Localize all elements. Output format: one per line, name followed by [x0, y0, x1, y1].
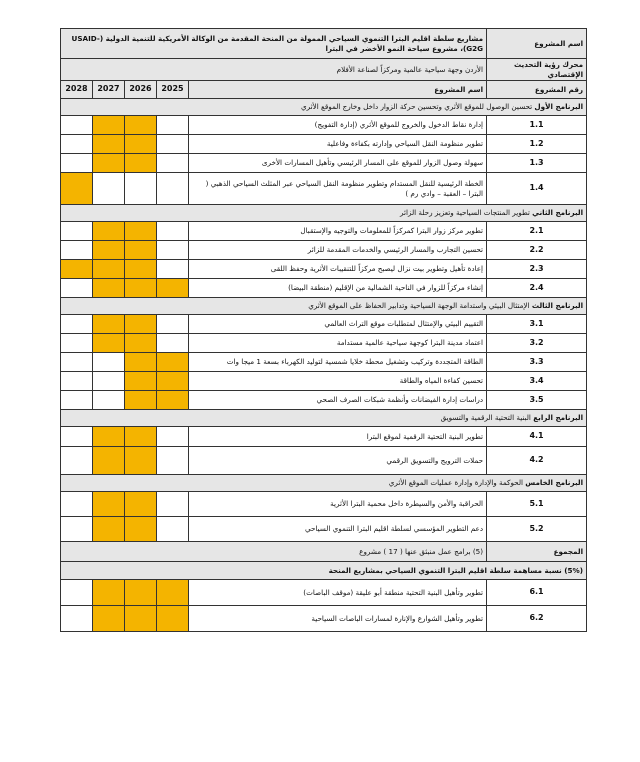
- project-row-1.2: [61, 135, 587, 154]
- project-name: إدارة نقاط الدخول والخروج للموقع الأثري (إدارة التفويج): [189, 116, 487, 135]
- project-row-2.1: [61, 222, 587, 241]
- year-cell-2027-active: [93, 154, 125, 173]
- year-cell-2028-empty: [61, 372, 93, 391]
- project-name: الطاقة المتجددة وتركيب وتشغيل محطة خلايا شمسية لتوليد الكهرباء بسعة 1 ميجا وات: [189, 353, 487, 372]
- project-row-2.4: [61, 279, 587, 298]
- year-cell-2026-active: [125, 580, 157, 606]
- program-label: البرنامج الثاني: [532, 208, 584, 218]
- year-cell-2025-active: [157, 580, 189, 606]
- year-cell-2027-active: [93, 116, 125, 135]
- year-cell-2028-empty: [61, 580, 93, 606]
- year-cell-2025-empty: [157, 154, 189, 173]
- year-header-2026: 2026: [125, 81, 157, 99]
- project-number: 5.2: [487, 517, 587, 542]
- column-header-row: [61, 81, 587, 99]
- project-number: 1.3: [487, 154, 587, 173]
- year-cell-2028-empty: [61, 279, 93, 298]
- project-plan-table: [60, 28, 587, 632]
- year-cell-2028-empty: [61, 241, 93, 260]
- year-cell-2027-empty: [93, 353, 125, 372]
- project-name-column-header: اسم المشروع: [189, 81, 487, 99]
- year-cell-2026-active: [125, 260, 157, 279]
- year-cell-2025-active: [157, 372, 189, 391]
- year-cell-2027-active: [93, 241, 125, 260]
- project-name: تطوير وتأهيل البنية التحتية منطقة أبو عليقة (موقف الباصات): [189, 580, 487, 606]
- header-project-row: [61, 29, 587, 59]
- year-cell-2027-empty: [93, 372, 125, 391]
- project-number-column-header: رقم المشروع: [487, 81, 587, 99]
- total-text: (5) برامج عمل منبثق عنها ( 17 ) مشروع: [61, 542, 487, 562]
- year-cell-2026-active: [125, 353, 157, 372]
- project-name: دعم التطوير المؤسسي لسلطة اقليم البترا التنموي السياحي: [189, 517, 487, 542]
- project-row-3.4: [61, 372, 587, 391]
- year-cell-2028-empty: [61, 353, 93, 372]
- year-cell-2026-active: [125, 279, 157, 298]
- year-cell-2027-active: [93, 580, 125, 606]
- project-title-text: مشاريع سلطة اقليم البترا التنموي السياحي الممولة من المنحة المقدمة من الوكالة الأمريكية للتنمية الدولية (USAID- G2G)، مشروع سياحة النمو الأخضر في البترا: [61, 29, 487, 59]
- program-label: البرنامج الخامس: [525, 478, 584, 488]
- total-row: [61, 542, 587, 562]
- program-row-1: [61, 99, 587, 116]
- project-number: 6.2: [487, 606, 587, 632]
- year-cell-2028-empty: [61, 315, 93, 334]
- year-cell-2026-empty: [125, 173, 157, 205]
- project-row-4.2: [61, 447, 587, 475]
- project-name: الحراقبة والأمن والسيطرة داخل محمية البترا الأثرية: [189, 492, 487, 517]
- year-cell-2028-empty: [61, 334, 93, 353]
- project-name: حملات الترويج والتسويق الرقمي: [189, 447, 487, 475]
- project-row-1.1: [61, 116, 587, 135]
- project-row-3.1: [61, 315, 587, 334]
- project-row-3.2: [61, 334, 587, 353]
- year-cell-2028-empty: [61, 492, 93, 517]
- year-cell-2026-active: [125, 391, 157, 410]
- year-cell-2028-empty: [61, 154, 93, 173]
- project-name: اعتماد مدينة البترا كوجهة سياحية عالمية مستدامة: [189, 334, 487, 353]
- year-cell-2025-empty: [157, 334, 189, 353]
- year-cell-2025-empty: [157, 260, 189, 279]
- year-cell-2027-active: [93, 427, 125, 447]
- project-row-6.1: [61, 580, 587, 606]
- year-cell-2025-active: [157, 279, 189, 298]
- project-name: تطوير منظومة النقل السياحي وإدارته بكفاءة وفاعلية: [189, 135, 487, 154]
- project-number: 1.4: [487, 173, 587, 205]
- program-heading: [61, 475, 587, 492]
- year-cell-2027-active: [93, 135, 125, 154]
- project-row-1.3: [61, 154, 587, 173]
- year-header-2027: 2027: [93, 81, 125, 99]
- year-cell-2025-empty: [157, 222, 189, 241]
- project-number: 3.2: [487, 334, 587, 353]
- year-cell-2028-empty: [61, 447, 93, 475]
- program-title: تحسين الوصول للموقع الأثري وتحسين حركة الزوار داخل وخارج الموقع الأثري: [301, 102, 533, 112]
- program-title: الإمتثال البيئي واستدامة الوجهة السياحية وتدابير الحفاظ على الموقع الأثري: [308, 301, 530, 311]
- project-plan-document: [60, 28, 586, 632]
- program-title: الحوكمة والإدارة وإدارة عمليات الموقع الأثري: [388, 478, 523, 488]
- pillar-text: الأردن وجهة سياحية عالمية ومركزاً لصناعة الأفلام: [61, 59, 487, 81]
- year-cell-2025-active: [157, 391, 189, 410]
- year-cell-2025-empty: [157, 447, 189, 475]
- year-cell-2025-empty: [157, 492, 189, 517]
- project-row-3.5: [61, 391, 587, 410]
- project-number: 5.1: [487, 492, 587, 517]
- project-number: 6.1: [487, 580, 587, 606]
- year-cell-2027-active: [93, 279, 125, 298]
- project-row-5.1: [61, 492, 587, 517]
- year-cell-2026-active: [125, 315, 157, 334]
- year-cell-2025-active: [157, 606, 189, 632]
- project-row-4.1: [61, 427, 587, 447]
- year-cell-2028-empty: [61, 222, 93, 241]
- pillar-label: محرك رؤية التحديث الإقتصادي: [487, 59, 587, 81]
- project-number: 3.1: [487, 315, 587, 334]
- project-number: 4.2: [487, 447, 587, 475]
- project-name: تحسين كفاءة المياه والطاقة: [189, 372, 487, 391]
- program-title: البنية التحتية الرقمية والتسويق: [440, 413, 531, 423]
- year-cell-2026-active: [125, 606, 157, 632]
- project-row-3.3: [61, 353, 587, 372]
- year-cell-2028-empty: [61, 135, 93, 154]
- project-number: 2.1: [487, 222, 587, 241]
- project-row-1.4: [61, 173, 587, 205]
- year-cell-2026-active: [125, 334, 157, 353]
- project-name: التقييم البيئي والإمتثال لمتطلبات موقع التراث العالمي: [189, 315, 487, 334]
- project-number: 2.4: [487, 279, 587, 298]
- project-name: سهولة وصول الزوار للموقع على المسار الرئيسي وتأهيل المسارات الأخرى: [189, 154, 487, 173]
- year-cell-2026-active: [125, 154, 157, 173]
- project-name-label: اسم المشروع: [487, 29, 587, 59]
- program-heading: [61, 410, 587, 427]
- year-cell-2028-empty: [61, 427, 93, 447]
- year-cell-2025-empty: [157, 116, 189, 135]
- year-cell-2027-active: [93, 492, 125, 517]
- year-cell-2028-empty: [61, 116, 93, 135]
- project-number: 3.4: [487, 372, 587, 391]
- program-heading: [61, 205, 587, 222]
- project-row-6.2: [61, 606, 587, 632]
- year-cell-2027-empty: [93, 391, 125, 410]
- project-name: إنشاء مركزاً للزوار في الناحية الشمالية من الإقليم (منطقة البيضا): [189, 279, 487, 298]
- year-cell-2025-empty: [157, 427, 189, 447]
- year-cell-2026-active: [125, 372, 157, 391]
- program-row-2: [61, 205, 587, 222]
- year-cell-2028-empty: [61, 606, 93, 632]
- year-cell-2025-empty: [157, 241, 189, 260]
- program-row-4: [61, 410, 587, 427]
- project-number: 3.3: [487, 353, 587, 372]
- project-name: تطوير وتأهيل الشوارع والإنارة لمسارات الباصات السياحية: [189, 606, 487, 632]
- project-number: 1.1: [487, 116, 587, 135]
- year-cell-2026-active: [125, 427, 157, 447]
- project-number: 3.5: [487, 391, 587, 410]
- year-cell-2027-active: [93, 334, 125, 353]
- project-number: 4.1: [487, 427, 587, 447]
- year-cell-2026-active: [125, 447, 157, 475]
- year-cell-2026-active: [125, 492, 157, 517]
- program-title: تطوير المنتجات السياحية وتعزيز رحلة الزائر: [400, 208, 530, 218]
- year-cell-2026-active: [125, 116, 157, 135]
- year-header-2025: 2025: [157, 81, 189, 99]
- project-row-2.2: [61, 241, 587, 260]
- year-cell-2026-active: [125, 241, 157, 260]
- year-cell-2026-active: [125, 222, 157, 241]
- year-cell-2026-active: [125, 517, 157, 542]
- program-label: البرنامج الرابع: [533, 413, 584, 423]
- year-cell-2027-empty: [93, 173, 125, 205]
- year-cell-2027-active: [93, 222, 125, 241]
- project-name: تطوير مركز زوار البترا كمركزاً للمعلومات والتوجيه والإستقبال: [189, 222, 487, 241]
- program-row-3: [61, 298, 587, 315]
- project-row-2.3: [61, 260, 587, 279]
- year-header-2028: 2028: [61, 81, 93, 99]
- project-row-5.2: [61, 517, 587, 542]
- year-cell-2025-empty: [157, 173, 189, 205]
- year-cell-2028-empty: [61, 517, 93, 542]
- project-number: 2.2: [487, 241, 587, 260]
- year-cell-2027-active: [93, 606, 125, 632]
- program-label: البرنامج الأول: [534, 102, 584, 112]
- project-number: 1.2: [487, 135, 587, 154]
- project-name: تحسين التجارب والمسار الرئيسي والخدمات المقدمة للزائر: [189, 241, 487, 260]
- year-cell-2025-empty: [157, 517, 189, 542]
- contribution-heading-row: [61, 562, 587, 580]
- year-cell-2025-empty: [157, 315, 189, 334]
- contribution-title: (5%) نسبة مساهمة سلطة اقليم البترا التنموي السياحي بمشاريع المنحة: [61, 562, 587, 580]
- total-label: المجموع: [487, 542, 587, 562]
- project-name: إعادة تأهيل وتطوير بيت نزال ليصبح مركزاً للتنقيبات الأثرية وحفظ اللقى: [189, 260, 487, 279]
- project-number: 2.3: [487, 260, 587, 279]
- year-cell-2028-active: [61, 173, 93, 205]
- program-heading: [61, 99, 587, 116]
- program-label: البرنامج الثالث: [531, 301, 584, 311]
- program-row-5: [61, 475, 587, 492]
- year-cell-2028-empty: [61, 391, 93, 410]
- year-cell-2027-active: [93, 315, 125, 334]
- year-cell-2027-active: [93, 447, 125, 475]
- year-cell-2027-active: [93, 517, 125, 542]
- year-cell-2026-active: [125, 135, 157, 154]
- project-name: تطوير البنية التحتية الرقمية لموقع البترا: [189, 427, 487, 447]
- header-pillar-row: [61, 59, 587, 81]
- year-cell-2028-active: [61, 260, 93, 279]
- year-cell-2027-active: [93, 260, 125, 279]
- project-name: الخطة الرئيسية للنقل المستدام وتطوير منظومة النقل السياحي عبر المثلث السياحي الذهبي ( البترا – العقبة – وادي رم ): [189, 173, 487, 205]
- project-name: دراسات إدارة الفيضانات وأنظمة شبكات الصرف الصحي: [189, 391, 487, 410]
- program-heading: [61, 298, 587, 315]
- year-cell-2025-empty: [157, 135, 189, 154]
- year-cell-2025-active: [157, 353, 189, 372]
